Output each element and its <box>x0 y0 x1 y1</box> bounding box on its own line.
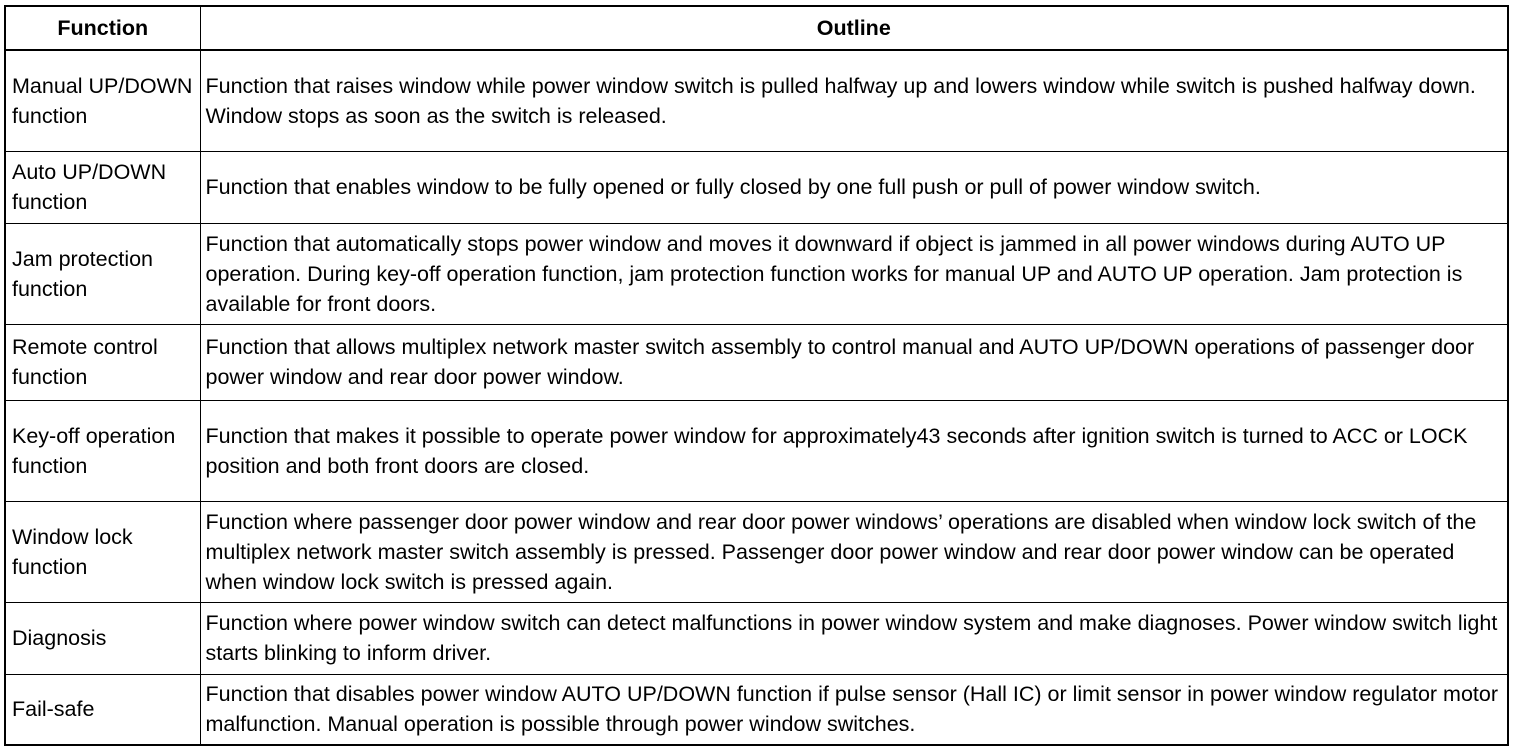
function-cell: Auto UP/DOWN function <box>5 151 200 223</box>
outline-cell: Function that disables power window AUTO UP/DOWN function if pulse sensor (Hall IC) or limit sensor in power window regulator motor malfunction. Manual operation is possible through power window switches. <box>200 674 1508 745</box>
table-row <box>5 151 1508 223</box>
outline-cell: Function that enables window to be fully opened or fully closed by one full push or pull of power window switch. <box>200 151 1508 223</box>
table-row <box>5 324 1508 400</box>
function-cell: Remote control function <box>5 324 200 400</box>
function-cell: Window lock function <box>5 501 200 602</box>
outline-cell: Function that automatically stops power window and moves it downward if object is jammed in all power windows during AUTO UP operation. During key-off operation function, jam protection function works for manual UP and AUTO UP operation. Jam protection is available for front doors. <box>200 223 1508 324</box>
function-cell: Diagnosis <box>5 602 200 674</box>
table-row <box>5 50 1508 151</box>
table-row <box>5 674 1508 745</box>
header-row <box>5 6 1508 50</box>
function-cell: Fail-safe <box>5 674 200 745</box>
table-row <box>5 501 1508 602</box>
outline-cell: Function that raises window while power window switch is pulled halfway up and lowers window while switch is pushed halfway down. Window stops as soon as the switch is released. <box>200 50 1508 151</box>
header-outline: Outline <box>200 6 1508 50</box>
header-function: Function <box>5 6 200 50</box>
table-row <box>5 223 1508 324</box>
table-row <box>5 400 1508 501</box>
outline-cell: Function where passenger door power window and rear door power windows’ operations are disabled when window lock switch of the multiplex network master switch assembly is pressed. Passenger door power window and rear door power window can be operated when window lock switch is pressed again. <box>200 501 1508 602</box>
table-row <box>5 602 1508 674</box>
function-cell: Manual UP/DOWN function <box>5 50 200 151</box>
outline-cell: Function that makes it possible to operate power window for approximately43 seconds after ignition switch is turned to ACC or LOCK position and both front doors are closed. <box>200 400 1508 501</box>
function-outline-table <box>4 5 1509 746</box>
function-cell: Jam protection function <box>5 223 200 324</box>
outline-cell: Function that allows multiplex network master switch assembly to control manual and AUTO UP/DOWN operations of passenger door power window and rear door power window. <box>200 324 1508 400</box>
function-cell: Key-off operation function <box>5 400 200 501</box>
outline-cell: Function where power window switch can detect malfunctions in power window system and make diagnoses. Power window switch light starts blinking to inform driver. <box>200 602 1508 674</box>
